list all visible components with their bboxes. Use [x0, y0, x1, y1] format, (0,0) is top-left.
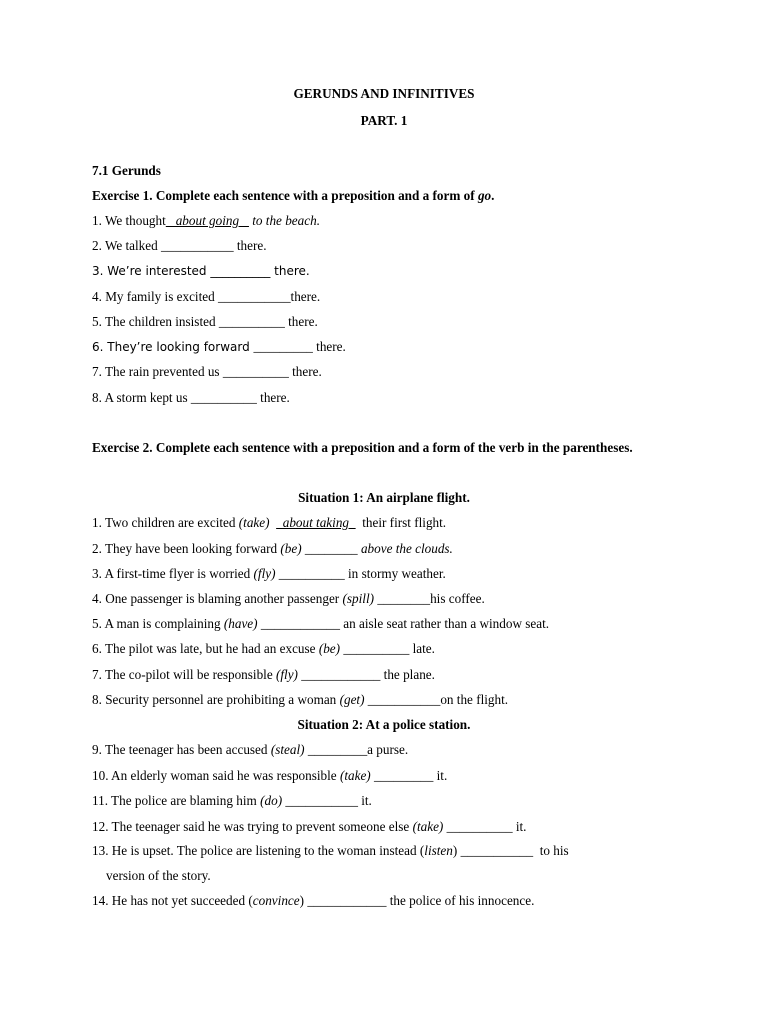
- answer-blank[interactable]: ) ____________: [299, 893, 390, 908]
- exercise2-instruction: Exercise 2. Complete each sentence with a preposition and a form of the verb in the parentheses.: [92, 440, 633, 455]
- exercise2-item-5: 5. A man is complaining (have) ____________ an aisle seat rather than a window seat.: [92, 616, 550, 631]
- answer-blank[interactable]: ___________: [364, 692, 441, 707]
- exercise2-item-8: 8. Security personnel are prohibiting a woman (get) ___________on the flight.: [92, 692, 509, 707]
- exercise2-item-10: 10. An elderly woman said he was responsible (take) _________ it.: [92, 768, 448, 783]
- answer-blank[interactable]: __________: [210, 264, 271, 278]
- exercise2-item-3: 3. A first-time flyer is worried (fly) __________ in stormy weather.: [92, 566, 446, 581]
- exercise1-item-4: 4. My family is excited ___________there.: [92, 289, 321, 304]
- answer-blank[interactable]: ____________: [297, 667, 384, 682]
- section-heading: 7.1 Gerunds: [92, 163, 161, 178]
- exercise2-item-11: 11. The police are blaming him (do) ___________ it.: [92, 793, 372, 808]
- answer-blank[interactable]: __________: [275, 566, 349, 581]
- answer-blank[interactable]: ________: [374, 591, 431, 606]
- answer-blank[interactable]: ) ___________: [452, 843, 537, 858]
- example-answer: about taking: [276, 515, 356, 530]
- situation1-heading: Situation 1: An airplane flight.: [298, 490, 470, 505]
- exercise1-item-2: 2. We talked ___________ there.: [92, 238, 267, 253]
- answer-blank[interactable]: __________: [190, 390, 257, 405]
- exercise1-item-6: 6. They’re looking forward _________ there.: [92, 339, 346, 354]
- answer-blank[interactable]: ___________: [218, 289, 291, 304]
- exercise1-item-3: 3. We’re interested __________ there.: [92, 264, 310, 278]
- exercise2-item-1: 1. Two children are excited (take) about taking their first flight.: [92, 515, 447, 530]
- exercise1-item-7: 7. The rain prevented us __________ there.: [92, 364, 322, 379]
- exercise2-item-12: 12. The teenager said he was trying to prevent someone else (take) __________ it.: [92, 819, 527, 834]
- exercise1-item-5: 5. The children insisted __________ there.: [92, 314, 318, 329]
- exercise1-item-1: 1. We thought about going to the beach.: [92, 213, 320, 228]
- answer-blank[interactable]: __________: [340, 641, 413, 656]
- exercise1-instruction: Exercise 1. Complete each sentence with a preposition and a form of go.: [92, 188, 495, 203]
- part-heading: PART. 1: [360, 113, 408, 128]
- exercise2-item-9: 9. The teenager has been accused (steal) _________a purse.: [92, 742, 409, 757]
- answer-blank[interactable]: ___________: [161, 238, 234, 253]
- exercise2-item-14: 14. He has not yet succeeded (convince) ____________ the police of his innocence.: [92, 893, 535, 908]
- answer-blank[interactable]: __________: [222, 364, 289, 379]
- exercise2-item-13-continued: version of the story.: [106, 868, 211, 883]
- answer-blank[interactable]: _________: [304, 742, 368, 757]
- exercise2-item-7: 7. The co-pilot will be responsible (fly) ____________ the plane.: [92, 667, 435, 682]
- document-title: GERUNDS AND INFINITIVES: [293, 86, 475, 101]
- answer-blank[interactable]: _____: [253, 339, 287, 354]
- example-answer: about going: [165, 213, 249, 228]
- situation2-heading: Situation 2: At a police station.: [297, 717, 471, 732]
- answer-blank[interactable]: _________: [370, 768, 437, 783]
- answer-blank[interactable]: __________: [443, 819, 516, 834]
- exercise2-item-13: 13. He is upset. The police are listening to the woman instead (listen) ___________ to his: [92, 843, 569, 858]
- answer-blank[interactable]: ____________: [257, 616, 344, 631]
- answer-blank[interactable]: ___________: [282, 793, 362, 808]
- exercise2-item-4: 4. One passenger is blaming another passenger (spill) ________his coffee.: [92, 591, 485, 606]
- exercise1-item-8: 8. A storm kept us __________ there.: [92, 390, 290, 405]
- answer-blank[interactable]: ________: [301, 541, 361, 556]
- exercise2-item-6: 6. The pilot was late, but he had an excuse (be) __________ late.: [92, 641, 435, 656]
- answer-blank[interactable]: __________: [218, 314, 285, 329]
- exercise2-item-2: 2. They have been looking forward (be) ________ above the clouds.: [92, 541, 453, 556]
